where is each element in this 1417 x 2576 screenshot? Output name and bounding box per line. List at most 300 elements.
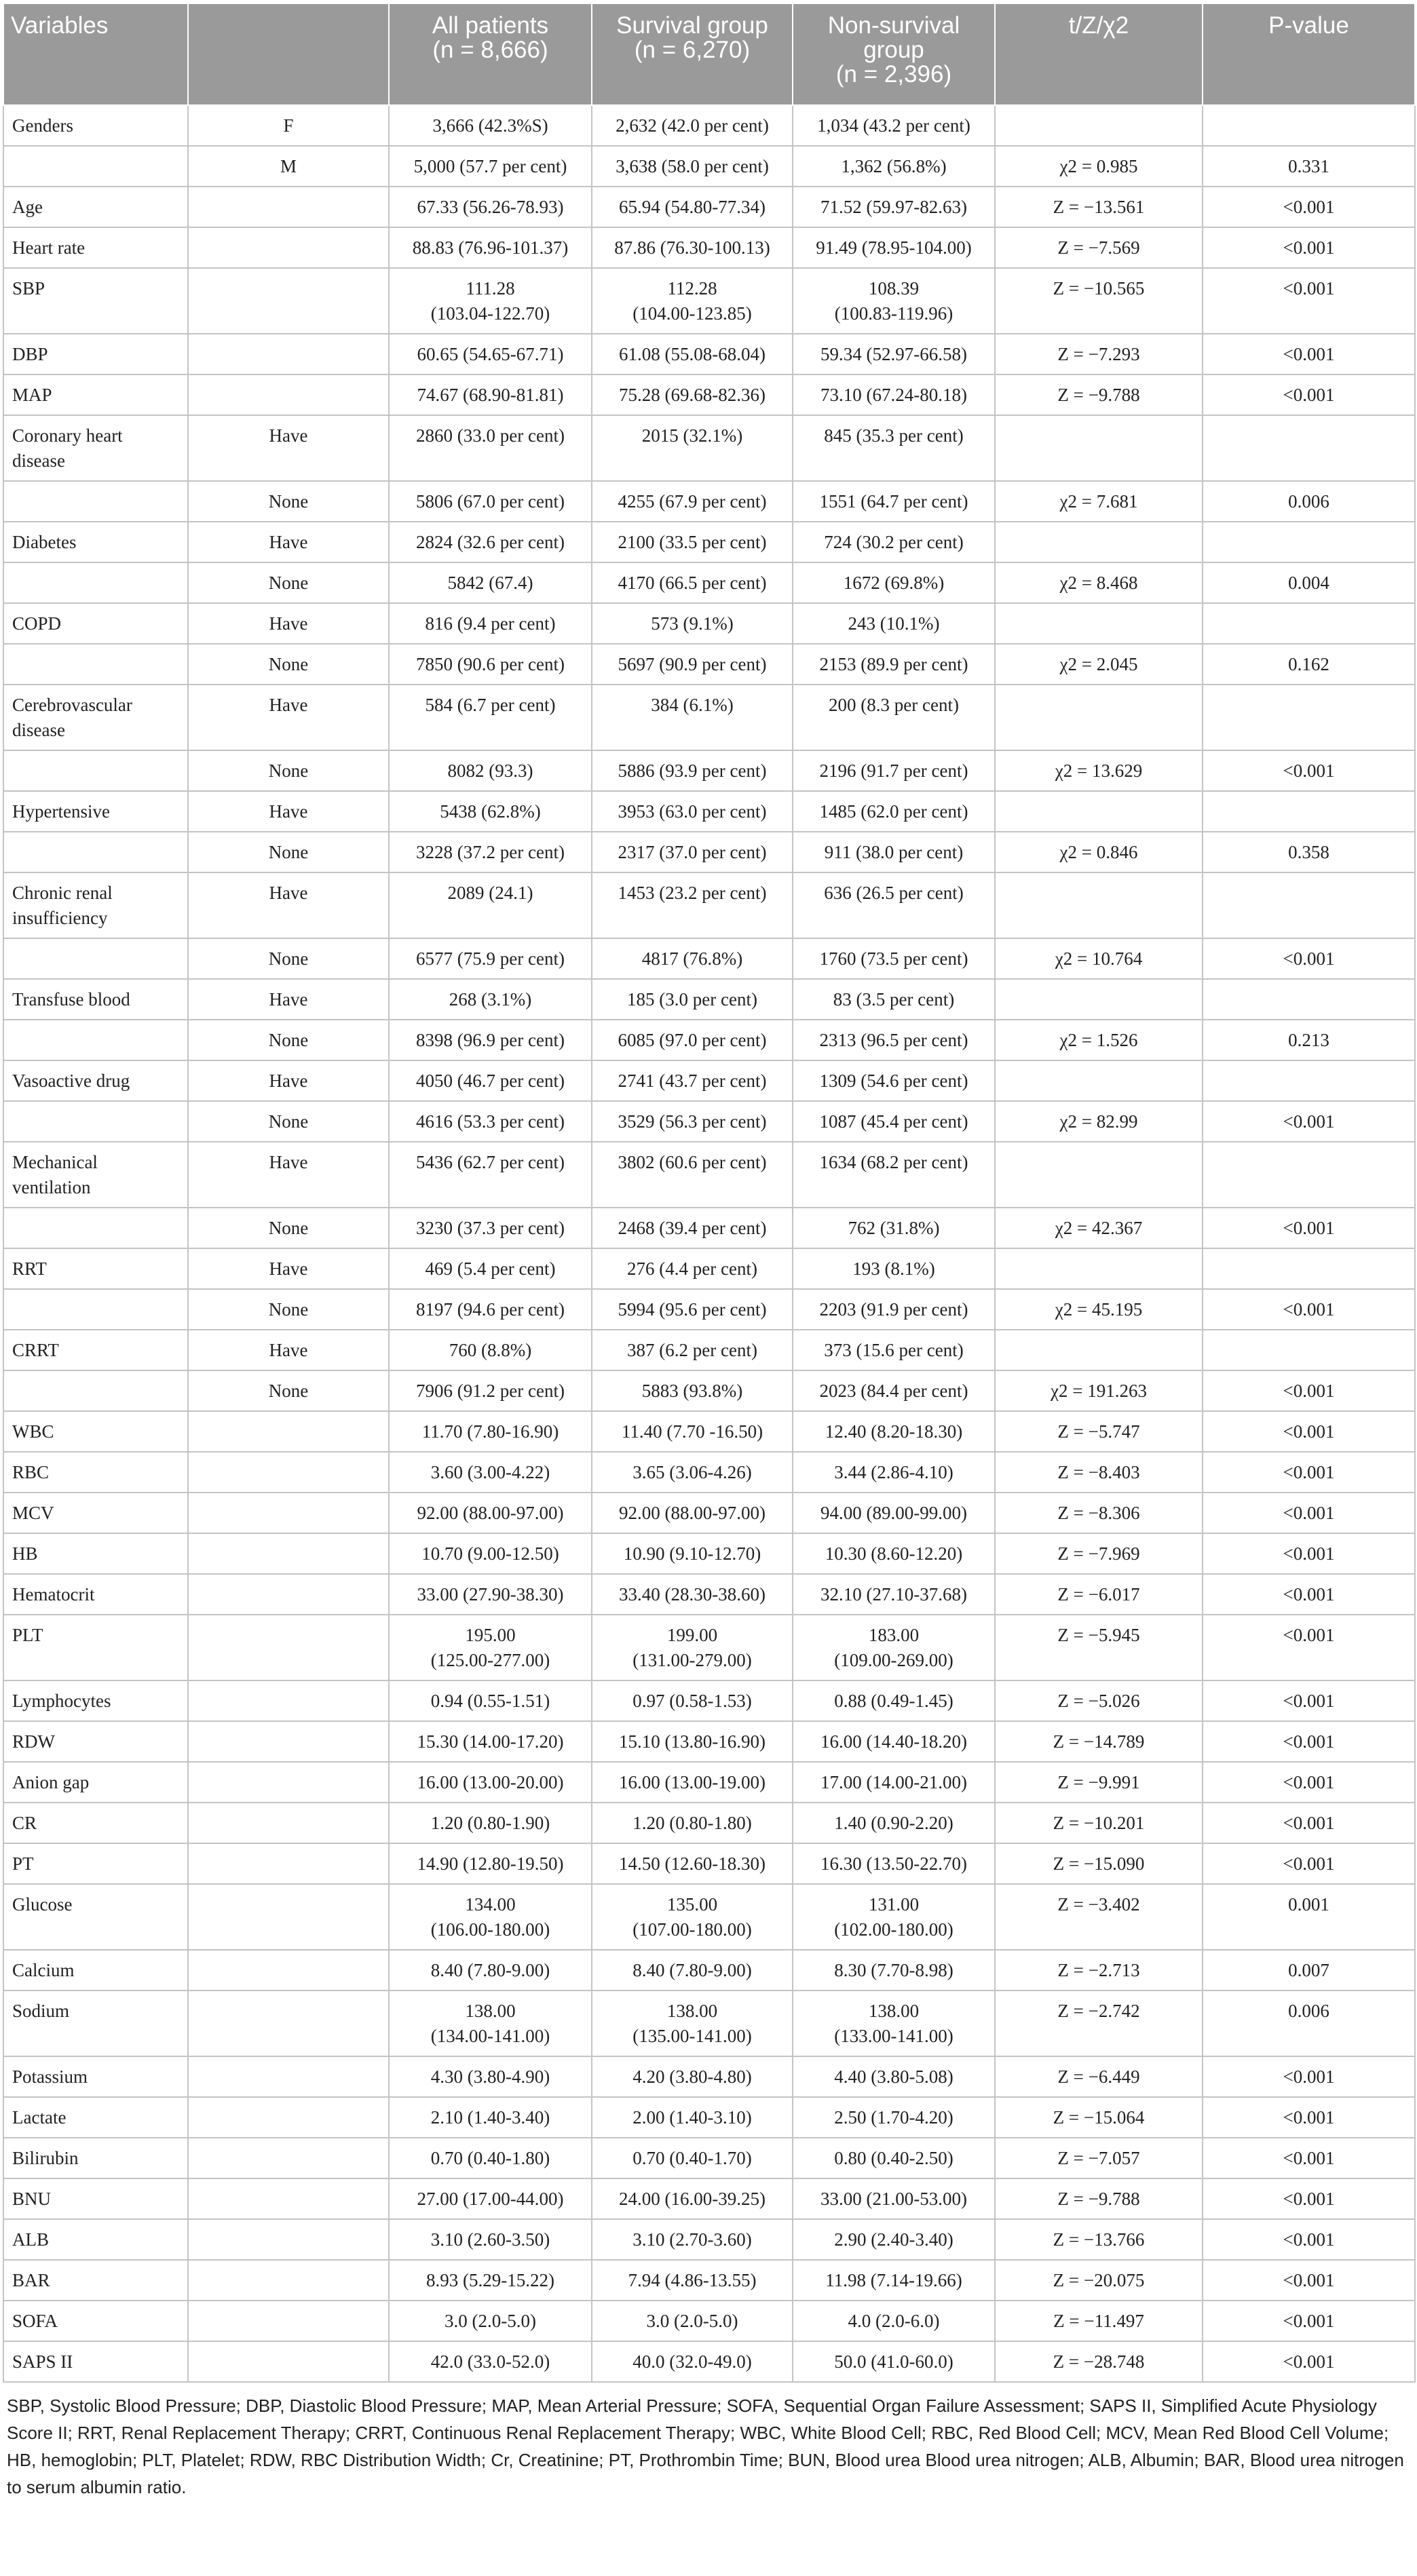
all-patients-cell-text: 0.94 (0.55-1.51) [430,1691,550,1711]
p-value-cell [1203,1991,1415,2056]
p-value-cell-text: <0.001 [1283,761,1335,781]
statistic-cell-text: Z = −8.306 [1057,1503,1140,1523]
survival-cell-text: 87.86 (76.30-100.13) [614,237,770,258]
subgroup-cell [188,1330,389,1370]
p-value-cell-text: <0.001 [1283,1813,1335,1833]
subgroup-cell-text: None [268,1381,309,1401]
subgroup-cell-text: None [268,842,309,862]
survival-cell [592,1493,793,1533]
survival-cell [592,1574,793,1615]
non-survival-cell [793,1615,995,1680]
variable-cell-text: RBC [12,1462,50,1482]
variable-cell [3,685,188,750]
p-value-cell [1203,2301,1415,2341]
all-patients-cell-text: 4616 (53.3 per cent) [416,1111,565,1132]
variable-cell [3,1533,188,1574]
variable-cell-text: SAPS II [12,2351,73,2372]
subgroup-cell-text: None [268,1218,309,1238]
survival-cell-text: 3.0 (2.0-5.0) [646,2311,738,2331]
variable-cell-text: RRT [12,1258,47,1279]
table-row [3,685,1415,750]
statistic-cell [995,1721,1203,1762]
statistic-cell [995,2138,1203,2178]
non-survival-cell [793,1533,995,1574]
p-value-cell-text: <0.001 [1283,2066,1335,2087]
statistic-cell [995,872,1203,938]
statistic-cell [995,1020,1203,1060]
table-row [3,1615,1415,1680]
all-patients-cell [389,1208,592,1248]
p-value-cell [1203,2097,1415,2138]
non-survival-cell [793,268,995,334]
statistic-cell [995,1101,1203,1142]
p-value-cell-text: 0.162 [1288,654,1329,674]
all-patients-cell-text: 1.20 (0.80-1.90) [430,1813,550,1833]
all-patients-cell [389,750,592,791]
all-patients-cell-text: 15.30 (14.00-17.20) [417,1731,564,1752]
statistic-cell [995,374,1203,415]
p-value-cell [1203,1615,1415,1680]
all-patients-cell-text: 4.30 (3.80-4.90) [430,2066,550,2087]
p-value-cell [1203,105,1415,146]
header-variables: Variables [3,3,188,105]
non-survival-cell [793,1330,995,1370]
statistic-cell [995,979,1203,1020]
variable-cell [3,2260,188,2301]
all-patients-cell [389,1533,592,1574]
all-patients-cell [389,1101,592,1142]
non-survival-cell-text: 50.0 (41.0-60.0) [834,2351,953,2372]
variable-cell-text: SBP [12,278,45,299]
all-patients-cell [389,1452,592,1493]
all-patients-cell-text: 74.67 (68.90-81.81) [417,385,564,405]
p-value-cell [1203,2260,1415,2301]
non-survival-cell-text: 845 (35.3 per cent) [824,425,964,446]
variable-cell [3,1721,188,1762]
p-value-cell [1203,644,1415,685]
non-survival-cell [793,562,995,603]
variable-cell-text: CR [12,1813,37,1833]
non-survival-cell-text: 0.88 (0.49-1.45) [834,1691,953,1711]
non-survival-cell [793,872,995,938]
p-value-cell [1203,1574,1415,1615]
all-patients-cell-text: 268 (3.1%) [449,989,532,1010]
survival-cell [592,1060,793,1101]
p-value-cell [1203,2056,1415,2097]
survival-cell [592,1248,793,1289]
variable-cell-text: Glucose [12,1894,73,1915]
all-patients-cell-text: 8398 (96.9 per cent) [416,1030,565,1050]
all-patients-cell [389,791,592,832]
variable-cell-text: Calcium [12,1960,75,1980]
subgroup-cell [188,1574,389,1615]
survival-cell [592,1370,793,1411]
survival-cell-text: 5697 (90.9 per cent) [618,654,767,674]
survival-cell-text: 5883 (93.8%) [641,1381,743,1401]
subgroup-cell [188,1248,389,1289]
table-row [3,334,1415,374]
non-survival-cell-text: 138.00 (133.00-141.00) [834,2001,953,2046]
statistic-cell [995,1762,1203,1803]
table-row [3,2341,1415,2382]
non-survival-cell [793,187,995,227]
variable-cell-text: Potassium [12,2066,88,2087]
survival-cell-text: 138.00 (135.00-141.00) [632,2001,752,2046]
all-patients-cell-text: 2089 (24.1) [447,883,533,903]
all-patients-cell [389,374,592,415]
non-survival-cell [793,685,995,750]
subgroup-cell [188,1208,389,1248]
variable-cell [3,1289,188,1330]
statistic-cell-text: Z = −6.017 [1057,1584,1140,1604]
non-survival-cell [793,1843,995,1884]
statistic-cell [995,1370,1203,1411]
survival-cell-text: 384 (6.1%) [651,695,734,715]
statistic-cell [995,1680,1203,1721]
variable-cell [3,603,188,644]
non-survival-cell-text: 1,034 (43.2 per cent) [817,115,970,136]
subgroup-cell [188,750,389,791]
survival-cell-text: 3.10 (2.70-3.60) [632,2229,752,2250]
p-value-cell-text: <0.001 [1283,1625,1335,1645]
statistic-cell-text: Z = −20.075 [1053,2270,1145,2290]
p-value-cell-text: <0.001 [1283,2229,1335,2250]
variable-cell-text: Diabetes [12,532,77,552]
statistic-cell [995,685,1203,750]
survival-cell-text: 2741 (43.7 per cent) [618,1071,767,1091]
survival-cell [592,2056,793,2097]
subgroup-cell [188,938,389,979]
subgroup-cell [188,1533,389,1574]
variable-cell [3,2097,188,2138]
non-survival-cell-text: 911 (38.0 per cent) [824,842,964,862]
non-survival-cell-text: 16.00 (14.40-18.20) [820,1731,967,1752]
p-value-cell [1203,1493,1415,1533]
survival-cell [592,1411,793,1452]
all-patients-cell-text: 7906 (91.2 per cent) [416,1381,565,1401]
p-value-cell-text: 0.001 [1288,1894,1329,1915]
survival-cell-text: 11.40 (7.70 -16.50) [621,1421,763,1442]
non-survival-cell-text: 71.52 (59.97-82.63) [820,197,967,217]
table-row [3,1060,1415,1101]
survival-cell-text: 75.28 (69.68-82.36) [619,385,766,405]
p-value-cell [1203,334,1415,374]
survival-cell [592,2301,793,2341]
non-survival-cell [793,979,995,1020]
table-row [3,1533,1415,1574]
non-survival-cell-text: 1,362 (56.8%) [841,156,947,176]
p-value-cell-text: <0.001 [1283,1543,1335,1564]
variable-cell [3,105,188,146]
non-survival-cell [793,105,995,146]
subgroup-cell [188,1493,389,1533]
table-row [3,1493,1415,1533]
non-survival-cell-text: 4.40 (3.80-5.08) [834,2066,953,2087]
p-value-cell [1203,227,1415,268]
non-survival-cell-text: 2.50 (1.70-4.20) [834,2107,953,2128]
statistic-cell-text: Z = −5.747 [1057,1421,1140,1442]
variable-cell [3,1950,188,1991]
survival-cell [592,2097,793,2138]
table-row [3,1370,1415,1411]
non-survival-cell [793,1248,995,1289]
subgroup-cell-text: Have [269,801,308,822]
all-patients-cell [389,1615,592,1680]
non-survival-cell [793,1101,995,1142]
all-patients-cell [389,1574,592,1615]
all-patients-cell-text: 4050 (46.7 per cent) [416,1071,565,1091]
non-survival-cell [793,2056,995,2097]
statistic-cell [995,146,1203,187]
non-survival-cell-text: 193 (8.1%) [852,1258,935,1279]
p-value-cell [1203,1248,1415,1289]
survival-cell-text: 199.00 (131.00-279.00) [632,1625,752,1670]
variable-cell-text: Transfuse blood [12,989,130,1010]
all-patients-cell [389,187,592,227]
non-survival-cell-text: 33.00 (21.00-53.00) [820,2189,967,2209]
statistic-cell [995,1574,1203,1615]
subgroup-cell [188,522,389,562]
subgroup-cell [188,1452,389,1493]
table-row [3,644,1415,685]
statistic-cell-text: Z = −10.565 [1053,278,1145,299]
statistic-cell-text: Z = −7.057 [1057,2148,1140,2168]
non-survival-cell-text: 373 (15.6 per cent) [824,1340,964,1360]
survival-cell [592,603,793,644]
p-value-cell [1203,938,1415,979]
subgroup-cell [188,562,389,603]
variable-cell [3,187,188,227]
all-patients-cell [389,2178,592,2219]
table-row [3,1101,1415,1142]
p-value-cell [1203,832,1415,872]
subgroup-cell [188,2178,389,2219]
statistic-cell-text: Z = −11.497 [1053,2311,1144,2331]
variable-cell [3,1843,188,1884]
all-patients-cell [389,1680,592,1721]
variable-cell [3,2341,188,2382]
variable-cell [3,1330,188,1370]
p-value-cell [1203,562,1415,603]
survival-cell-text: 33.40 (28.30-38.60) [619,1584,766,1604]
statistic-cell-text: Z = −13.766 [1053,2229,1145,2250]
survival-cell-text: 4817 (76.8%) [641,948,743,969]
variable-cell [3,227,188,268]
subgroup-cell [188,1060,389,1101]
all-patients-cell [389,832,592,872]
statistic-cell [995,603,1203,644]
statistic-cell [995,1330,1203,1370]
table-row [3,1142,1415,1208]
variable-cell [3,1142,188,1208]
statistic-cell [995,2260,1203,2301]
statistic-cell [995,1991,1203,2056]
all-patients-cell-text: 5,000 (57.7 per cent) [413,156,567,176]
statistic-cell-text: Z = −9.991 [1057,1772,1140,1792]
variable-cell [3,1803,188,1843]
subgroup-cell [188,1370,389,1411]
variable-cell-text: WBC [12,1421,54,1442]
table-row [3,1843,1415,1884]
statistic-cell [995,1884,1203,1950]
table-row [3,2260,1415,2301]
table-row [3,1411,1415,1452]
statistic-cell-text: χ2 = 42.367 [1055,1218,1143,1238]
all-patients-cell-text: 3,666 (42.3%S) [432,115,548,136]
statistic-cell [995,750,1203,791]
table-row [3,562,1415,603]
non-survival-cell-text: 4.0 (2.0-6.0) [848,2311,940,2331]
statistic-cell-text: χ2 = 7.681 [1059,491,1138,512]
p-value-cell [1203,415,1415,481]
p-value-cell [1203,1680,1415,1721]
p-value-cell [1203,1762,1415,1803]
p-value-cell-text: <0.001 [1283,2189,1335,2209]
table-row [3,1762,1415,1803]
all-patients-cell [389,1803,592,1843]
statistic-cell [995,1615,1203,1680]
p-value-cell-text: <0.001 [1283,1381,1335,1401]
subgroup-cell [188,1803,389,1843]
all-patients-cell-text: 5438 (62.8%) [440,801,541,822]
statistic-cell-text: Z = −7.969 [1057,1543,1140,1564]
statistic-cell-text: Z = −5.945 [1057,1625,1140,1645]
variable-cell [3,750,188,791]
header-row [3,3,1415,105]
table-row [3,1574,1415,1615]
survival-cell [592,2260,793,2301]
survival-cell [592,832,793,872]
survival-cell [592,1721,793,1762]
subgroup-cell [188,2056,389,2097]
non-survival-cell-text: 183.00 (109.00-269.00) [834,1625,953,1670]
all-patients-cell [389,268,592,334]
survival-cell [592,334,793,374]
survival-cell-text: 61.08 (55.08-68.04) [619,344,766,364]
non-survival-cell-text: 0.80 (0.40-2.50) [834,2148,953,2168]
variable-cell [3,1060,188,1101]
survival-cell-text: 0.97 (0.58-1.53) [632,1691,752,1711]
table-row [3,105,1415,146]
subgroup-cell-text: Have [269,989,308,1010]
survival-cell [592,644,793,685]
subgroup-cell [188,1721,389,1762]
subgroup-cell [188,1020,389,1060]
statistic-cell [995,227,1203,268]
table-row [3,603,1415,644]
subgroup-cell [188,1101,389,1142]
subgroup-cell-text: None [268,1299,309,1320]
all-patients-cell-text: 816 (9.4 per cent) [425,613,556,634]
non-survival-cell [793,1762,995,1803]
non-survival-cell-text: 2313 (96.5 per cent) [819,1030,968,1050]
non-survival-cell [793,1142,995,1208]
non-survival-cell-text: 12.40 (8.20-18.30) [825,1421,963,1442]
all-patients-cell [389,2056,592,2097]
non-survival-cell [793,374,995,415]
variable-cell [3,1248,188,1289]
survival-cell-text: 2100 (33.5 per cent) [618,532,767,552]
all-patients-cell [389,522,592,562]
survival-cell [592,750,793,791]
table-row [3,268,1415,334]
p-value-cell [1203,146,1415,187]
non-survival-cell-text: 1634 (68.2 per cent) [819,1152,968,1172]
survival-cell [592,2178,793,2219]
p-value-cell [1203,2178,1415,2219]
survival-cell [592,481,793,522]
all-patients-cell-text: 42.0 (33.0-52.0) [430,2351,550,2372]
variable-cell-text: Sodium [12,2001,70,2021]
survival-cell [592,374,793,415]
all-patients-cell [389,2260,592,2301]
statistic-cell [995,2301,1203,2341]
subgroup-cell-text: None [268,948,309,969]
statistic-cell [995,268,1203,334]
subgroup-cell-text: M [280,156,297,176]
non-survival-cell-text: 762 (31.8%) [848,1218,940,1238]
variable-cell [3,872,188,938]
statistic-cell-text: Z = −5.026 [1057,1691,1140,1711]
survival-cell [592,872,793,938]
survival-cell-text: 3802 (60.6 per cent) [618,1152,767,1172]
variable-cell [3,2138,188,2178]
p-value-cell [1203,1950,1415,1991]
p-value-cell-text: 0.358 [1288,842,1329,862]
p-value-cell [1203,1533,1415,1574]
statistic-cell-text: Z = −6.449 [1057,2066,1140,2087]
p-value-cell-text: <0.001 [1283,2311,1335,2331]
survival-cell [592,1208,793,1248]
table-row [3,415,1415,481]
survival-cell-text: 4255 (67.9 per cent) [618,491,767,512]
p-value-cell-text: <0.001 [1283,1503,1335,1523]
subgroup-cell [188,334,389,374]
all-patients-cell [389,1289,592,1330]
variable-cell-text: Hypertensive [12,801,110,822]
non-survival-cell [793,2178,995,2219]
p-value-cell [1203,979,1415,1020]
baseline-characteristics-table [3,3,1416,2383]
statistic-cell [995,334,1203,374]
subgroup-cell [188,644,389,685]
p-value-cell [1203,791,1415,832]
variable-cell [3,1574,188,1615]
survival-cell [592,1101,793,1142]
all-patients-cell [389,1493,592,1533]
table-row [3,2056,1415,2097]
p-value-cell [1203,522,1415,562]
table-row [3,2178,1415,2219]
non-survival-cell-text: 3.44 (2.86-4.10) [834,1462,953,1482]
all-patients-cell-text: 5842 (67.4) [447,573,533,593]
all-patients-cell [389,685,592,750]
non-survival-cell-text: 10.30 (8.60-12.20) [825,1543,963,1564]
table-row [3,1680,1415,1721]
subgroup-cell-text: Have [269,532,308,552]
p-value-cell [1203,1101,1415,1142]
statistic-cell-text: χ2 = 13.629 [1055,761,1143,781]
statistic-cell [995,1843,1203,1884]
non-survival-cell-text: 1760 (73.5 per cent) [819,948,968,969]
variable-cell-text: DBP [12,344,48,364]
all-patients-cell [389,415,592,481]
variable-cell [3,938,188,979]
variable-cell [3,1020,188,1060]
non-survival-cell [793,2219,995,2260]
p-value-cell-text: <0.001 [1283,2270,1335,2290]
statistic-cell-text: Z = −13.561 [1053,197,1145,217]
